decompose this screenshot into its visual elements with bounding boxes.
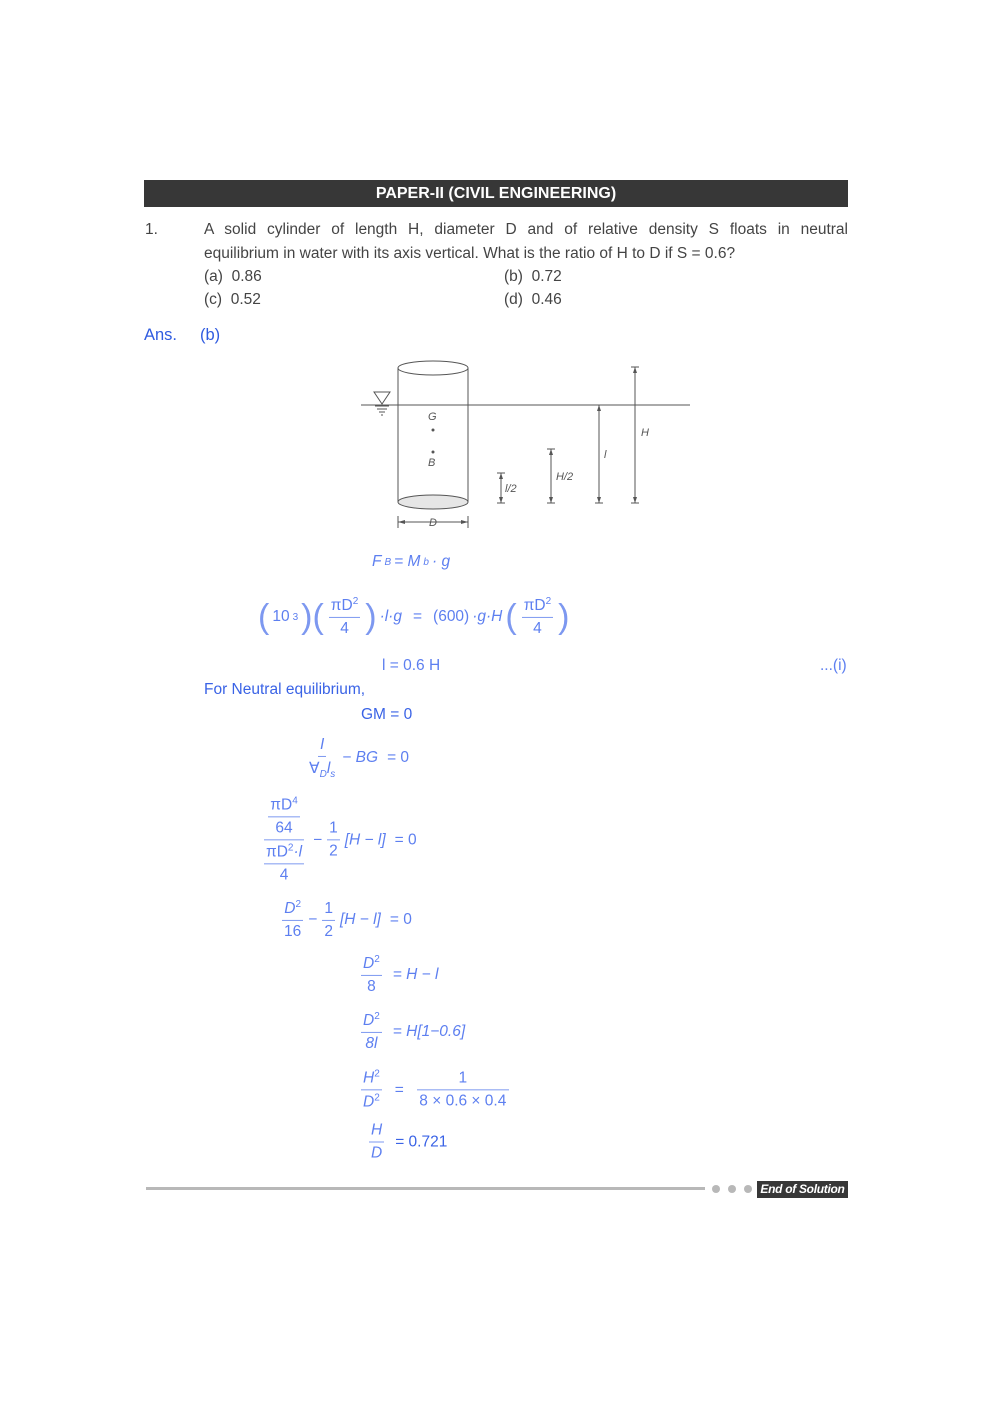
cylinder-top <box>398 361 468 375</box>
equation-h2-over-d2 <box>359 1068 511 1111</box>
eq-sup: 2 <box>287 842 294 854</box>
footer-dot <box>712 1185 720 1193</box>
eq-text: (600) <box>433 608 470 625</box>
eq-text: 16 <box>284 923 302 941</box>
eq-text: πD <box>330 597 353 615</box>
eq-text: 8l <box>365 1035 378 1053</box>
eq-text: ∀ <box>309 759 320 777</box>
eq-text: 10 <box>272 608 290 625</box>
eq-sup: 2 <box>295 898 301 910</box>
option-label: (c) <box>204 291 223 308</box>
equation-weight-balance: ( 10 3 )( $\pi D^2$ 4 ) ·l·g = (600) ·g·H ( $\pi D^2$ 4 ) <box>258 595 570 638</box>
cylinder-diagram <box>0 0 992 560</box>
fraction <box>417 1070 509 1111</box>
eq-text: − BG <box>342 749 379 766</box>
eq-text: D <box>284 900 296 918</box>
eq-text: D <box>363 955 375 973</box>
end-of-solution-badge: End of Solution <box>757 1181 848 1198</box>
label-D: D <box>429 517 437 529</box>
option-value: 0.72 <box>531 268 562 285</box>
eq-sup: 2 <box>374 1010 380 1022</box>
fraction <box>522 596 553 638</box>
fraction <box>361 1011 382 1053</box>
eq-text: = 0 <box>389 911 412 928</box>
eq-text: · g <box>431 553 451 570</box>
eq-text: = <box>412 608 423 625</box>
eq-sup: 3 <box>292 611 299 623</box>
question-number: 1. <box>145 221 158 238</box>
eq-sub: B <box>384 556 392 568</box>
eq-sub: b <box>423 556 429 568</box>
eq-text: ·g·H <box>472 608 503 625</box>
eq-text: = H[1−0.6] <box>392 1023 466 1040</box>
fraction <box>327 820 340 861</box>
equation-buoyancy <box>372 553 450 571</box>
option-label: (a) <box>204 268 223 285</box>
fraction <box>322 900 335 941</box>
eq-text: πD <box>523 597 546 615</box>
eq-text: 8 × 0.6 × 0.4 <box>419 1092 507 1110</box>
equation-tag: ...(i) <box>820 657 847 674</box>
label-G: G <box>428 411 437 423</box>
eq-text: 4 <box>533 620 542 638</box>
option-label: (d) <box>504 291 523 308</box>
equation-l: l = 0.6 H <box>382 657 441 674</box>
fraction <box>307 736 337 780</box>
eq-text: = <box>394 1081 404 1098</box>
option-value: 0.52 <box>230 291 261 308</box>
eq-text: 1 <box>327 820 340 841</box>
eq-sup: 2 <box>374 953 380 965</box>
label-H: H <box>641 427 649 439</box>
eq-sup: 2 <box>374 1092 380 1104</box>
cylinder-bottom <box>398 495 468 509</box>
eq-text: l <box>326 759 331 777</box>
eq-sup: 2 <box>545 595 552 607</box>
eq-text: 4 <box>340 620 349 638</box>
eq-text: − <box>313 831 323 848</box>
eq-sub: D <box>319 769 327 781</box>
water-level-icon <box>374 392 390 404</box>
eq-text: = M <box>394 553 421 570</box>
equation-result <box>367 1122 447 1163</box>
option-value: 0.46 <box>531 291 562 308</box>
neutral-equilibrium-text: For Neutral equilibrium, <box>204 681 366 698</box>
eq-text: I <box>318 736 326 757</box>
eq-text: = H − l <box>392 966 439 983</box>
fraction <box>329 596 360 638</box>
equation-gm: GM = 0 <box>361 706 413 723</box>
eq-text: ·l <box>293 843 303 861</box>
eq-text: H <box>363 1069 375 1087</box>
eq-text: ·l·g <box>379 608 402 625</box>
eq-text: πD <box>270 796 293 814</box>
label-l: l <box>604 449 607 461</box>
eq-text: 8 <box>367 978 376 996</box>
option-label: (b) <box>504 268 523 285</box>
question-text-line1: A solid cylinder of length H, diameter D and of relative density S floats in neutral <box>204 221 848 238</box>
eq-sub: s <box>330 769 336 781</box>
option-value: 0.86 <box>231 268 262 285</box>
eq-text: [H − l] <box>339 911 381 928</box>
eq-sup: 4 <box>292 795 298 807</box>
answer-value: (b) <box>200 326 221 344</box>
eq-text: 1 <box>322 900 335 921</box>
footer-dot <box>728 1185 736 1193</box>
label-B: B <box>428 457 436 469</box>
eq-text: D <box>363 1093 375 1111</box>
fraction <box>361 954 382 996</box>
eq-text: − <box>308 911 318 928</box>
eq-sup: 2 <box>352 595 359 607</box>
fraction <box>361 1068 382 1111</box>
paper-header: PAPER-II (CIVIL ENGINEERING) <box>144 180 848 207</box>
eq-text: = 0.721 <box>395 1133 448 1150</box>
eq-text: H <box>369 1122 384 1143</box>
footer-dot <box>744 1185 752 1193</box>
fraction <box>282 899 303 941</box>
equation-simplified <box>280 899 412 941</box>
eq-sup: 2 <box>374 1068 380 1080</box>
eq-text: 1 <box>417 1070 509 1091</box>
equation-d2-over-8 <box>359 954 438 996</box>
eq-text: 2 <box>324 922 333 940</box>
eq-text: = 0 <box>394 831 417 848</box>
eq-text: 64 <box>275 819 293 837</box>
fraction <box>369 1122 384 1163</box>
equation-substitution <box>258 795 417 884</box>
eq-text: [H − l] <box>344 831 386 848</box>
equation-d2-over-8l <box>359 1011 465 1053</box>
eq-text: D <box>363 1012 375 1030</box>
eq-text: πD <box>266 843 288 861</box>
eq-text: D <box>371 1144 383 1162</box>
footer-divider <box>146 1187 705 1190</box>
answer-label: Ans. <box>144 326 178 344</box>
eq-text: 4 <box>279 866 289 884</box>
label-H-half: H/2 <box>556 471 574 483</box>
label-l-half: l/2 <box>505 483 517 495</box>
compound-fraction <box>260 795 308 884</box>
question-text-line2: equilibrium in water with its axis vertical. What is the ratio of H to D if S = 0.6? <box>204 245 736 262</box>
equation-metacentre <box>305 736 409 780</box>
eq-text: F <box>372 553 382 570</box>
eq-text: = 0 <box>387 749 410 766</box>
eq-text: 2 <box>329 842 338 860</box>
